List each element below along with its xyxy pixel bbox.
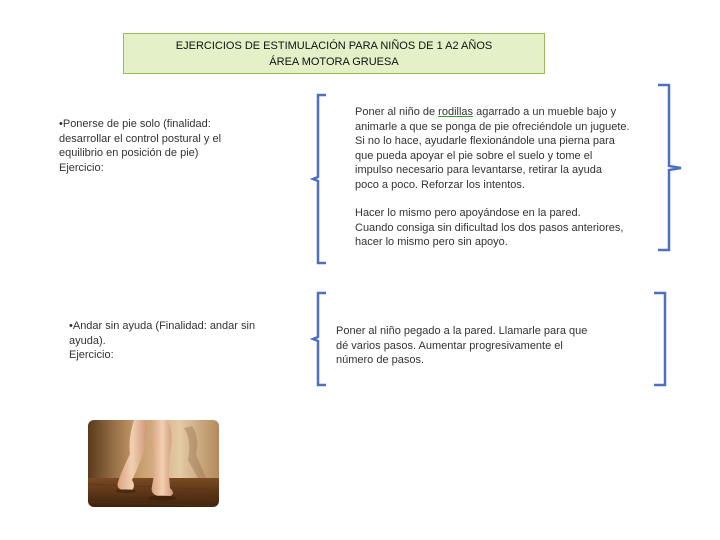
exercise-line xyxy=(355,105,630,120)
followup-line: Cuando consiga sin dificultad los dos pasos anteriores, xyxy=(355,221,624,234)
goal-line: •Andar sin ayuda (Finalidad: andar sin xyxy=(69,320,256,332)
exercise-line: que pueda apoyar el pie sobre el suelo y tome el xyxy=(355,149,593,162)
section2-goal xyxy=(69,319,255,363)
baby-feet-illustration xyxy=(88,420,219,507)
section2-exercise xyxy=(336,324,587,368)
section1-goal xyxy=(59,117,221,175)
exercise-text: Poner al niño de xyxy=(355,106,439,118)
goal-line: equilibrio en posición de pie) xyxy=(59,147,199,159)
section1-exercise xyxy=(355,105,630,192)
exercise-line: impulso necesario para levantarse, retirar la ayuda xyxy=(355,164,603,176)
goal-line: •Ponerse de pie solo (finalidad: xyxy=(59,118,211,130)
left-brace-2 xyxy=(312,291,332,387)
exercise-line: número de pasos. xyxy=(336,354,425,366)
right-brace-1 xyxy=(654,83,686,253)
right-brace-2 xyxy=(652,291,674,387)
exercise-line: dé varios pasos. Aumentar progresivamente el xyxy=(336,339,563,352)
left-brace-1 xyxy=(312,93,332,265)
goal-line: ayuda). xyxy=(69,334,106,347)
goal-line: Ejercicio: xyxy=(69,349,114,361)
exercise-line: Poner al niño pegado a la pared. Llamarle para que xyxy=(336,325,588,337)
title-box xyxy=(123,33,545,74)
exercise-line: poco a poco. Reforzar los intentos. xyxy=(355,178,525,191)
page-subtitle: ÁREA MOTORA GRUESA xyxy=(269,56,399,68)
rodillas-term: rodillas xyxy=(438,106,474,118)
exercise-line: animarle a que se ponga de pie ofreciéndole un juguete. xyxy=(355,120,630,133)
followup-line: hacer lo mismo pero sin apoyo. xyxy=(355,236,508,248)
exercise-text: agarrado a un mueble bajo y xyxy=(473,106,617,118)
exercise-line: Si no lo hace, ayudarle flexionándole una pierna para xyxy=(355,135,615,147)
page-title: EJERCICIOS DE ESTIMULACIÓN PARA NIÑOS DE 1 A2 AÑOS xyxy=(175,40,493,52)
section1-followup xyxy=(355,206,623,250)
goal-line: Ejercicio: xyxy=(59,161,104,174)
followup-line: Hacer lo mismo pero apoyándose en la pared. xyxy=(355,207,581,219)
baby-walking-photo xyxy=(88,420,219,507)
goal-line: desarrollar el control postural y el xyxy=(59,132,222,145)
